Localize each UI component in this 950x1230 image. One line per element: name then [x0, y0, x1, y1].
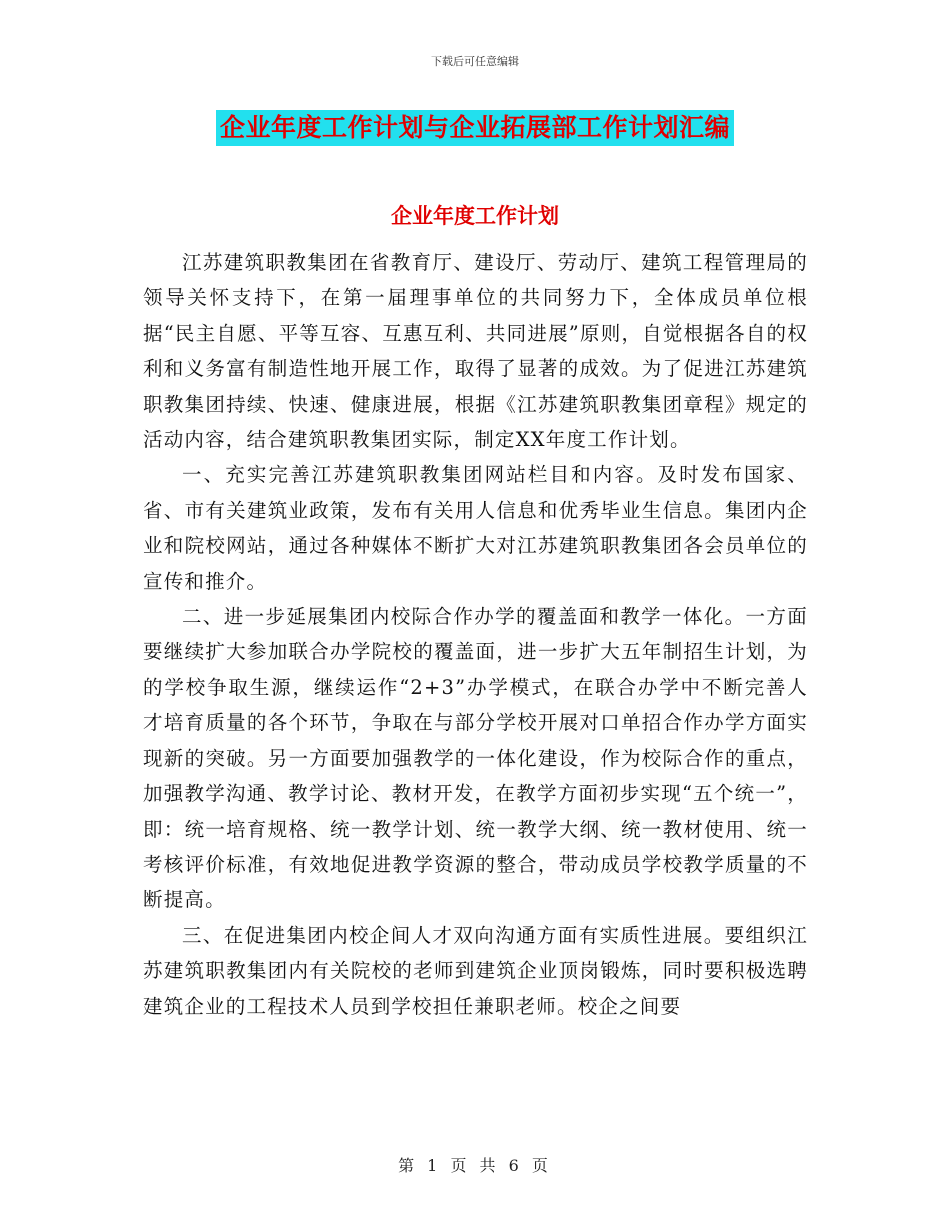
paragraph-item-2: 二、进一步延展集团内校际合作办学的覆盖面和教学一体化。一方面要继续扩大参加联合办学院校的覆盖面，进一步扩大五年制招生计划，为的学校争取生源，继续运作“2+3”办学模式，在联合办学中不断完善人才培育质量的各个环节，争取在与部分学校开展对口单招合作办学方面实现新的突破。另一方面要加强教学的一体化建设，作为校际合作的重点，加强教学沟通、教学讨论、教材开发，在教学方面初步实现“五个统一”，即：统一培育规格、统一教学计划、统一教学大纲、统一教材使用、统一考核评价标准，有效地促进教学资源的整合，带动成员学校教学质量的不断提高。 [143, 605, 808, 912]
section-title: 企业年度工作计划 [391, 204, 559, 228]
document-title: 企业年度工作计划与企业拓展部工作计划汇编 [216, 110, 734, 146]
page-footer: 第 1 页 共 6 页 [398, 1156, 552, 1175]
paragraph-intro: 江苏建筑职教集团在省教育厅、建设厅、劳动厅、建筑工程管理局的领导关怀支持下，在第一届理事单位的共同努力下，全体成员单位根据“民主自愿、平等互容、互惠互利、共同进展”原则，自觉根据各自的权利和义务富有制造性地开展工作，取得了显著的成效。为了促进江苏建筑职教集团持续、快速、健康进展，根据《江苏建筑职教集团章程》规定的活动内容，结合建筑职教集团实际，制定XX年度工作计划。 [143, 251, 808, 452]
paragraph-item-3: 三、在促进集团内校企间人才双向沟通方面有实质性进展。要组织江苏建筑职教集团内有关院校的老师到建筑企业顶岗锻炼，同时要积极选聘建筑企业的工程技术人员到学校担任兼职老师。校企之间要 [143, 923, 808, 1018]
body-text [143, 245, 808, 1024]
document-title-wrap [0, 110, 950, 146]
header-note: 下载后可任意编辑 [431, 55, 519, 68]
paragraph-item-1: 一、充实完善江苏建筑职教集团网站栏目和内容。及时发布国家、省、市有关建筑业政策，发布有关用人信息和优秀毕业生信息。集团内企业和院校网站，通过各种媒体不断扩大对江苏建筑职教集团各会员单位的宣传和推介。 [143, 463, 808, 593]
